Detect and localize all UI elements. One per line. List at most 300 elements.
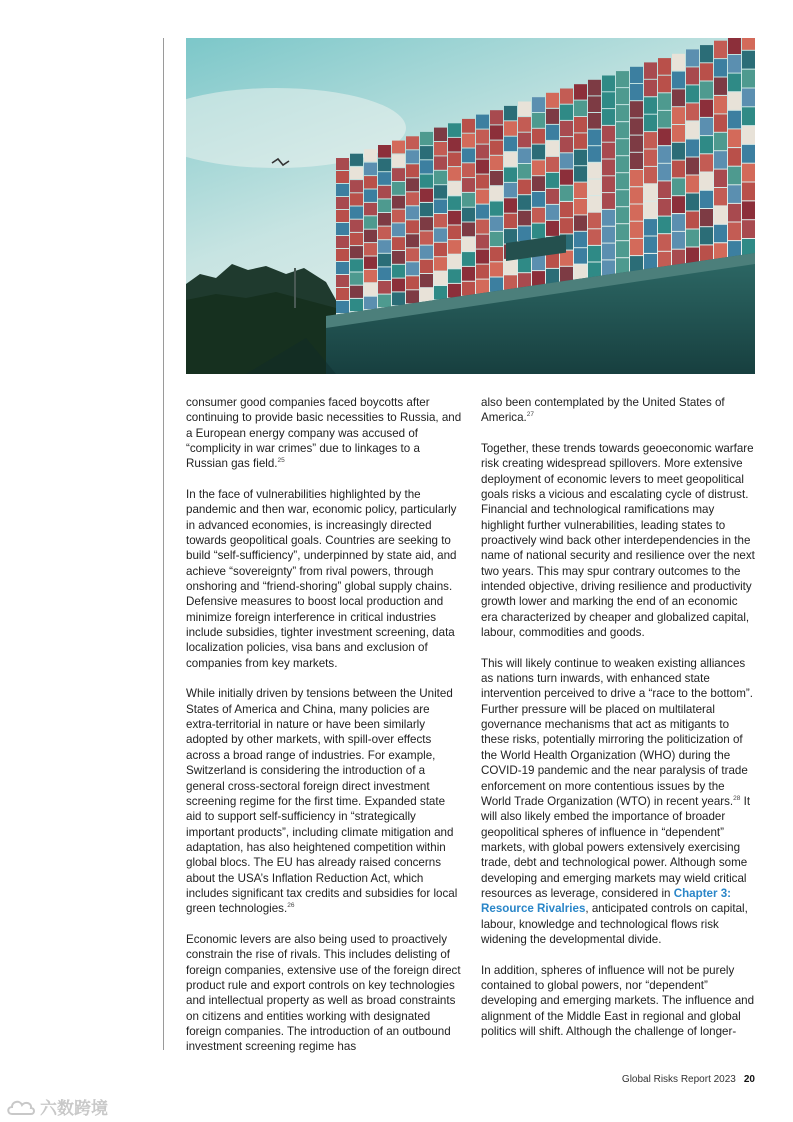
shipping-container bbox=[560, 121, 573, 136]
shipping-container bbox=[504, 168, 517, 182]
shipping-container bbox=[448, 226, 461, 240]
shipping-container bbox=[602, 92, 615, 108]
shipping-container bbox=[672, 125, 685, 142]
shipping-container bbox=[714, 225, 727, 242]
shipping-container bbox=[714, 206, 727, 223]
shipping-container bbox=[518, 273, 531, 288]
shipping-container bbox=[406, 220, 419, 233]
shipping-container bbox=[546, 173, 559, 188]
paragraph bbox=[481, 395, 757, 426]
shipping-container bbox=[476, 145, 489, 159]
shipping-container bbox=[658, 93, 671, 110]
shipping-container bbox=[728, 74, 741, 92]
shipping-container bbox=[490, 217, 503, 231]
shipping-container bbox=[546, 125, 559, 140]
shipping-container bbox=[672, 232, 685, 249]
shipping-container bbox=[742, 89, 755, 107]
shipping-container bbox=[392, 265, 405, 278]
shipping-container bbox=[658, 76, 671, 93]
shipping-container bbox=[560, 153, 573, 168]
shipping-container bbox=[392, 251, 405, 264]
shipping-container bbox=[434, 156, 447, 169]
shipping-container bbox=[448, 182, 461, 196]
shipping-container bbox=[672, 54, 685, 71]
footnote-ref[interactable]: 26 bbox=[287, 902, 295, 910]
shipping-container bbox=[336, 197, 349, 209]
shipping-container bbox=[714, 170, 727, 187]
shipping-container bbox=[560, 89, 573, 104]
shipping-container bbox=[434, 171, 447, 184]
shipping-container bbox=[574, 232, 587, 247]
shipping-container bbox=[686, 212, 699, 229]
shipping-container bbox=[574, 84, 587, 99]
shipping-container bbox=[504, 260, 517, 274]
shipping-container bbox=[616, 173, 629, 189]
shipping-container bbox=[476, 115, 489, 129]
shipping-container bbox=[350, 154, 363, 166]
shipping-container bbox=[420, 246, 433, 259]
shipping-container bbox=[532, 176, 545, 191]
shipping-container bbox=[616, 105, 629, 121]
shipping-container bbox=[574, 199, 587, 214]
shipping-container bbox=[700, 82, 713, 99]
shipping-container bbox=[574, 215, 587, 230]
shipping-container bbox=[728, 129, 741, 147]
shipping-container bbox=[630, 205, 643, 221]
shipping-container bbox=[728, 111, 741, 129]
shipping-container bbox=[602, 193, 615, 209]
shipping-container bbox=[532, 192, 545, 207]
shipping-container bbox=[560, 137, 573, 152]
shipping-container bbox=[406, 192, 419, 205]
shipping-container bbox=[336, 158, 349, 170]
shipping-container bbox=[420, 132, 433, 145]
shipping-container bbox=[420, 274, 433, 287]
shipping-container bbox=[420, 260, 433, 273]
shipping-container bbox=[602, 260, 615, 276]
shipping-container bbox=[476, 175, 489, 189]
shipping-container bbox=[490, 186, 503, 200]
shipping-container bbox=[350, 220, 363, 232]
shipping-container bbox=[406, 234, 419, 247]
shipping-container bbox=[658, 146, 671, 163]
shipping-container bbox=[588, 180, 601, 196]
shipping-container bbox=[434, 286, 447, 299]
shipping-container bbox=[560, 202, 573, 217]
shipping-container bbox=[406, 276, 419, 289]
shipping-container bbox=[602, 176, 615, 192]
shipping-container bbox=[462, 178, 475, 192]
shipping-container bbox=[392, 168, 405, 181]
shipping-container bbox=[630, 118, 643, 134]
shipping-container bbox=[336, 210, 349, 222]
shipping-container bbox=[518, 133, 531, 148]
shipping-container bbox=[504, 275, 517, 289]
shipping-container bbox=[434, 200, 447, 213]
shipping-container bbox=[546, 141, 559, 156]
container-ship-photo bbox=[186, 38, 755, 374]
shipping-container bbox=[588, 113, 601, 129]
shipping-container bbox=[686, 140, 699, 157]
shipping-container bbox=[504, 183, 517, 197]
shipping-container bbox=[462, 208, 475, 222]
shipping-container bbox=[714, 151, 727, 168]
shipping-container bbox=[364, 149, 377, 161]
shipping-container bbox=[672, 72, 685, 89]
shipping-container bbox=[378, 240, 391, 253]
shipping-container bbox=[336, 236, 349, 248]
shipping-container bbox=[728, 55, 741, 73]
footnote-ref[interactable]: 28 bbox=[733, 794, 741, 802]
shipping-container bbox=[574, 265, 587, 280]
shipping-container bbox=[420, 189, 433, 202]
shipping-container bbox=[378, 172, 391, 185]
shipping-container bbox=[532, 145, 545, 160]
shipping-container bbox=[434, 128, 447, 141]
shipping-container bbox=[392, 223, 405, 236]
shipping-container bbox=[672, 214, 685, 231]
shipping-container bbox=[742, 145, 755, 163]
shipping-container bbox=[644, 97, 657, 113]
shipping-container bbox=[714, 41, 727, 58]
shipping-container bbox=[658, 217, 671, 234]
text-column-left bbox=[186, 395, 462, 1070]
shipping-container bbox=[602, 126, 615, 142]
shipping-container bbox=[742, 107, 755, 125]
text-run: Together, these trends towards geoeconomic warfare risk creating widespread spillovers. More extensive deployment of economic levers to meet geopolitical goals risks a vicious and escalating cycle of distrust. Financial and technological ramifications may highlight further vulnerabilities, leading states to proactively wind back other interdependencies in the name of national security and resilience over the next two years. This may spur contrary outcomes to the intended objective, driving resilience and productivity growth lower and marking the end of an economic era characterized by cheaper and globalized capital, labour, commodities and goods. bbox=[481, 441, 755, 640]
shipping-container bbox=[434, 272, 447, 285]
shipping-container bbox=[574, 101, 587, 116]
shipping-container bbox=[518, 164, 531, 179]
shipping-container bbox=[616, 139, 629, 155]
shipping-container bbox=[518, 226, 531, 241]
shipping-container bbox=[378, 145, 391, 158]
shipping-container bbox=[392, 196, 405, 209]
shipping-container bbox=[588, 130, 601, 146]
shipping-container bbox=[546, 109, 559, 124]
shipping-container bbox=[532, 97, 545, 112]
shipping-container bbox=[364, 283, 377, 295]
shipping-container bbox=[602, 143, 615, 159]
paragraph bbox=[186, 395, 462, 472]
shipping-container bbox=[546, 253, 559, 268]
shipping-container bbox=[560, 218, 573, 233]
shipping-container bbox=[420, 288, 433, 301]
shipping-container bbox=[560, 170, 573, 185]
shipping-container bbox=[700, 136, 713, 153]
shipping-container bbox=[378, 267, 391, 280]
shipping-container bbox=[364, 216, 377, 228]
shipping-container bbox=[504, 214, 517, 228]
shipping-container bbox=[644, 184, 657, 200]
shipping-container bbox=[588, 246, 601, 262]
shipping-container bbox=[630, 187, 643, 203]
shipping-container bbox=[574, 133, 587, 148]
shipping-container bbox=[462, 149, 475, 163]
shipping-container bbox=[588, 263, 601, 279]
shipping-container bbox=[602, 109, 615, 125]
shipping-container bbox=[392, 141, 405, 154]
shipping-container bbox=[658, 111, 671, 128]
shipping-container bbox=[462, 237, 475, 251]
shipping-container bbox=[686, 67, 699, 84]
shipping-container bbox=[588, 80, 601, 96]
shipping-container bbox=[448, 269, 461, 283]
shipping-container bbox=[700, 209, 713, 226]
shipping-container bbox=[686, 194, 699, 211]
shipping-container bbox=[476, 160, 489, 174]
shipping-container bbox=[700, 154, 713, 171]
shipping-container bbox=[742, 70, 755, 88]
shipping-container bbox=[462, 252, 475, 266]
shipping-container bbox=[490, 278, 503, 292]
shipping-container bbox=[434, 228, 447, 241]
shipping-container bbox=[672, 143, 685, 160]
shipping-container bbox=[714, 96, 727, 113]
shipping-container bbox=[588, 229, 601, 245]
shipping-container bbox=[336, 262, 349, 274]
shipping-container bbox=[490, 171, 503, 185]
shipping-container bbox=[434, 142, 447, 155]
shipping-container bbox=[728, 92, 741, 110]
shipping-container bbox=[630, 136, 643, 152]
shipping-container bbox=[504, 121, 517, 135]
shipping-container bbox=[686, 85, 699, 102]
shipping-container bbox=[560, 267, 573, 282]
shipping-container bbox=[686, 176, 699, 193]
shipping-container bbox=[728, 204, 741, 222]
shipping-container bbox=[364, 230, 377, 242]
footnote-ref[interactable]: 27 bbox=[526, 411, 534, 419]
shipping-container bbox=[406, 290, 419, 303]
shipping-container bbox=[616, 156, 629, 172]
shipping-container bbox=[462, 282, 475, 296]
shipping-container bbox=[518, 117, 531, 132]
shipping-container bbox=[448, 211, 461, 225]
shipping-container bbox=[518, 180, 531, 195]
shipping-container bbox=[350, 193, 363, 205]
shipping-container bbox=[714, 188, 727, 205]
shipping-container bbox=[518, 195, 531, 210]
watermark-text: 六数跨境 bbox=[40, 1099, 108, 1118]
paragraph bbox=[186, 686, 462, 916]
shipping-container bbox=[672, 178, 685, 195]
shipping-container bbox=[742, 51, 755, 69]
shipping-container bbox=[532, 160, 545, 175]
shipping-container bbox=[350, 180, 363, 192]
shipping-container bbox=[476, 265, 489, 279]
shipping-container bbox=[378, 159, 391, 172]
shipping-container bbox=[364, 257, 377, 269]
shipping-container bbox=[742, 164, 755, 182]
page-footer bbox=[622, 1074, 755, 1085]
shipping-container bbox=[518, 102, 531, 117]
shipping-container bbox=[700, 227, 713, 244]
shipping-container bbox=[546, 221, 559, 236]
shipping-container bbox=[448, 255, 461, 269]
shipping-container bbox=[630, 84, 643, 100]
container-ship-illustration bbox=[186, 38, 755, 374]
shipping-container bbox=[420, 160, 433, 173]
shipping-container bbox=[364, 176, 377, 188]
shipping-container bbox=[462, 134, 475, 148]
shipping-container bbox=[350, 167, 363, 179]
shipping-container bbox=[630, 101, 643, 117]
text-run: While initially driven by tensions between the United States of America and China, many policies are extra-territorial in nature or have been similarly adopted by other markets, with spill-over effects across a broad range of industries. For example, Switzerland is considering the introduction of a general cross-sectoral foreign direct investment screening regime for the first time. Expanded state aid to support self-sufficiency in “strategically important products”, including climate mitigation and adaptation, has also heightened competition within global blocs. The EU has already raised concerns about the USA’s Inflation Reduction Act, which includes significant tax credits and subsidies for local green technologies. bbox=[186, 687, 458, 916]
shipping-container bbox=[602, 244, 615, 260]
shipping-container bbox=[378, 186, 391, 199]
shipping-container bbox=[658, 181, 671, 198]
shipping-container bbox=[476, 220, 489, 234]
shipping-container bbox=[532, 208, 545, 223]
shipping-container bbox=[658, 164, 671, 181]
shipping-container bbox=[476, 190, 489, 204]
shipping-container bbox=[378, 281, 391, 294]
shipping-container bbox=[350, 233, 363, 245]
page-number: 20 bbox=[743, 1074, 755, 1085]
shipping-container bbox=[518, 148, 531, 163]
shipping-container bbox=[728, 185, 741, 203]
shipping-container bbox=[378, 227, 391, 240]
shipping-container bbox=[406, 150, 419, 163]
shipping-container bbox=[644, 150, 657, 166]
shipping-container bbox=[602, 76, 615, 92]
shipping-container bbox=[714, 59, 727, 76]
shipping-container bbox=[336, 288, 349, 300]
shipping-container bbox=[658, 129, 671, 146]
shipping-container bbox=[364, 203, 377, 215]
shipping-container bbox=[742, 201, 755, 219]
shipping-container bbox=[644, 219, 657, 235]
shipping-container bbox=[616, 241, 629, 257]
shipping-container bbox=[476, 205, 489, 219]
shipping-container bbox=[630, 153, 643, 169]
shipping-container bbox=[560, 186, 573, 201]
shipping-container bbox=[532, 255, 545, 270]
shipping-container bbox=[336, 223, 349, 235]
shipping-container bbox=[420, 175, 433, 188]
footnote-ref[interactable]: 25 bbox=[277, 457, 285, 465]
shipping-container bbox=[630, 239, 643, 255]
shipping-container bbox=[644, 80, 657, 96]
shipping-container bbox=[448, 167, 461, 181]
shipping-container bbox=[476, 130, 489, 144]
shipping-container bbox=[490, 202, 503, 216]
shipping-container bbox=[378, 199, 391, 212]
shipping-container bbox=[574, 117, 587, 132]
shipping-container bbox=[434, 257, 447, 270]
shipping-container bbox=[392, 210, 405, 223]
shipping-container bbox=[462, 119, 475, 133]
text-run: It will also likely embed the importance of broader geopolitical spheres of influence in “dependent” markets, with global powers extensively exercising trade, debt and technological power. Although some developing and emerging markets may wield critical resources as leverage, considered in bbox=[481, 794, 751, 900]
shipping-container bbox=[532, 113, 545, 128]
shipping-container bbox=[504, 198, 517, 212]
shipping-container bbox=[714, 78, 727, 95]
shipping-container bbox=[490, 232, 503, 246]
shipping-container bbox=[644, 167, 657, 183]
shipping-container bbox=[406, 164, 419, 177]
shipping-container bbox=[336, 275, 349, 287]
shipping-container bbox=[574, 183, 587, 198]
shipping-container bbox=[504, 106, 517, 120]
shipping-container bbox=[476, 250, 489, 264]
shipping-container bbox=[448, 153, 461, 167]
shipping-container bbox=[448, 138, 461, 152]
shipping-container bbox=[392, 154, 405, 167]
shipping-container bbox=[434, 185, 447, 198]
shipping-container bbox=[490, 141, 503, 155]
shipping-container bbox=[434, 214, 447, 227]
shipping-container bbox=[644, 132, 657, 148]
shipping-container bbox=[420, 217, 433, 230]
shipping-container bbox=[406, 136, 419, 149]
shipping-container bbox=[644, 62, 657, 78]
text-run: In addition, spheres of influence will not be purely contained to global powers, nor “dependent” developing and emerging markets. The influence and alignment of the Middle East in regional and global politics will shift. Although the challenge of longer- bbox=[481, 963, 755, 1038]
shipping-container bbox=[378, 213, 391, 226]
paragraph bbox=[186, 487, 462, 671]
shipping-container bbox=[336, 301, 349, 313]
shipping-container bbox=[350, 286, 363, 298]
margin-rule bbox=[163, 38, 164, 1050]
shipping-container bbox=[546, 157, 559, 172]
shipping-container bbox=[336, 184, 349, 196]
shipping-container bbox=[546, 189, 559, 204]
shipping-container bbox=[700, 118, 713, 135]
shipping-container bbox=[336, 171, 349, 183]
shipping-container bbox=[364, 270, 377, 282]
shipping-container bbox=[532, 129, 545, 144]
text-run: , anticipated controls on capital, labour, knowledge and technological flows risk widening the developmental divide. bbox=[481, 902, 748, 946]
shipping-container bbox=[630, 170, 643, 186]
shipping-container bbox=[588, 163, 601, 179]
shipping-container bbox=[728, 148, 741, 166]
shipping-container bbox=[532, 224, 545, 239]
text-column-right bbox=[481, 395, 757, 1055]
shipping-container bbox=[700, 191, 713, 208]
shipping-container bbox=[406, 248, 419, 261]
paragraph bbox=[481, 963, 757, 1040]
shipping-container bbox=[686, 158, 699, 175]
shipping-container bbox=[686, 49, 699, 66]
shipping-container bbox=[546, 93, 559, 108]
shipping-container bbox=[364, 243, 377, 255]
shipping-container bbox=[364, 163, 377, 175]
paragraph bbox=[481, 441, 757, 640]
shipping-container bbox=[350, 273, 363, 285]
shipping-container bbox=[490, 262, 503, 276]
shipping-container bbox=[490, 125, 503, 139]
shipping-container bbox=[406, 178, 419, 191]
text-run: consumer good companies faced boycotts after continuing to provide basic necessities to Russia, and a European energy company was accused of “complicity in war crimes” due to linkages to a Russian gas field. bbox=[186, 396, 462, 471]
shipping-container bbox=[742, 183, 755, 201]
chapter-link[interactable]: Chapter 3: Resource Rivalries bbox=[481, 886, 732, 916]
shipping-container bbox=[420, 231, 433, 244]
shipping-container bbox=[350, 259, 363, 271]
shipping-container bbox=[546, 269, 559, 284]
shipping-container bbox=[490, 247, 503, 261]
shipping-container bbox=[392, 182, 405, 195]
shipping-container bbox=[448, 123, 461, 137]
shipping-container bbox=[742, 220, 755, 238]
shipping-container bbox=[462, 223, 475, 237]
text-run: Economic levers are also being used to proactively constrain the rise of rivals. This includes delisting of foreign companies, extensive use of the foreign direct product rule and export controls on key technologies and intellectual property as well as broad constraints on citizens and entities working with designated foreign companies. The introduction of an outbound investment screening regime has bbox=[186, 932, 461, 1054]
shipping-container bbox=[658, 234, 671, 251]
shipping-container bbox=[616, 207, 629, 223]
shipping-container bbox=[476, 235, 489, 249]
shipping-container bbox=[742, 126, 755, 144]
shipping-container bbox=[672, 89, 685, 106]
shipping-container bbox=[700, 63, 713, 80]
